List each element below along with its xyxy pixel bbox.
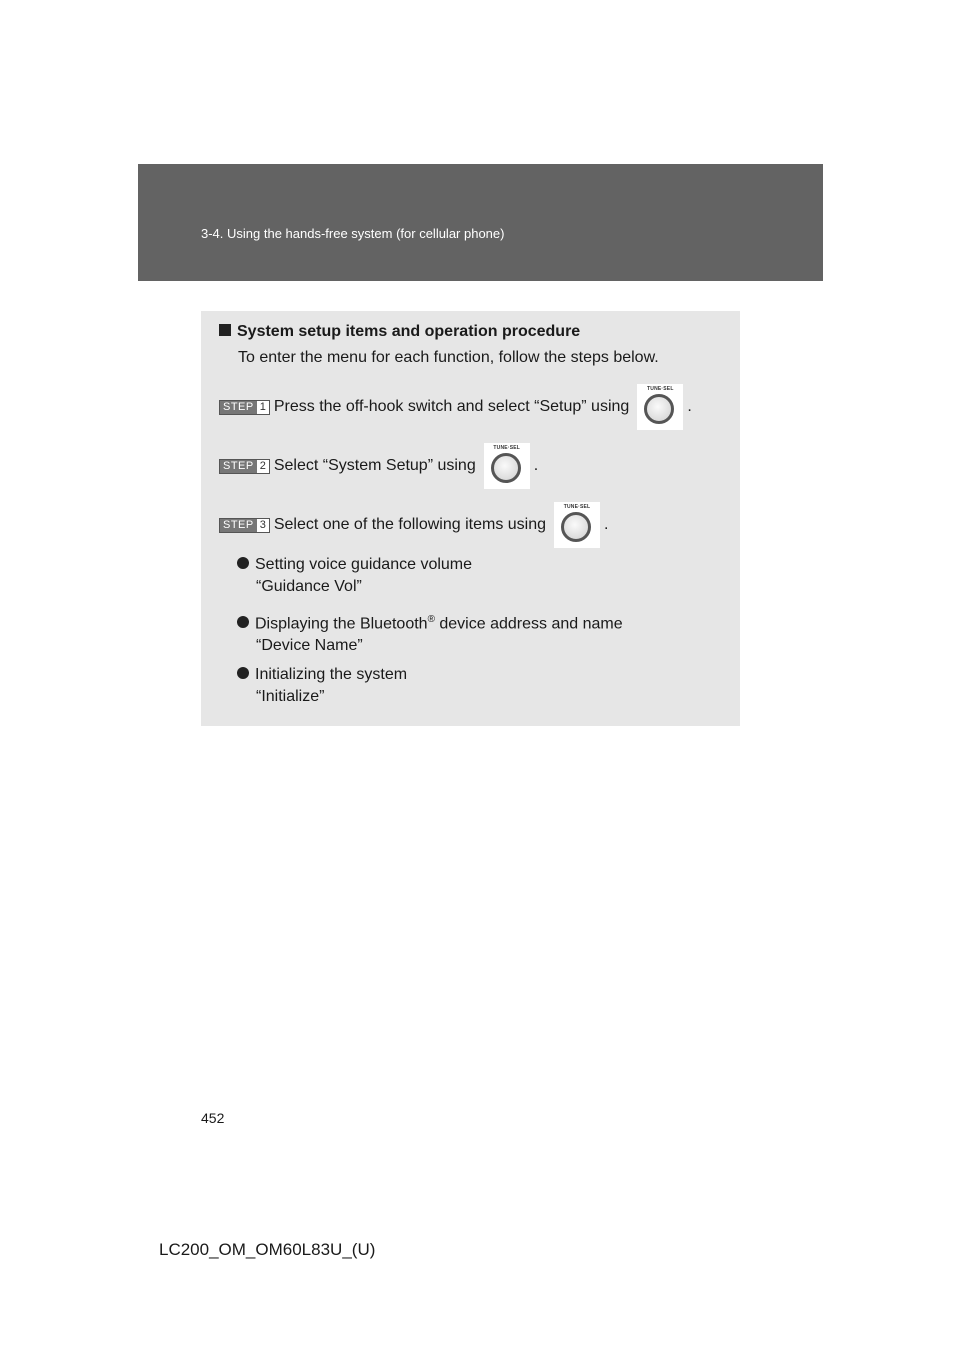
section-header-bar: [138, 164, 823, 281]
tune-sel-knob-icon: TUNE·SEL: [484, 443, 530, 489]
step-2: STEP 2 Select “System Setup” using TUNE·SEL .: [219, 443, 538, 489]
step-text: Press the off-hook switch and select “Setup” using: [273, 398, 630, 415]
bullet-dot-icon: [237, 616, 249, 628]
list-item: Initializing the system “Initialize”: [237, 664, 407, 708]
step-3: STEP 3 Select one of the following items using TUNE·SEL .: [219, 502, 608, 548]
square-bullet-icon: [219, 324, 231, 336]
page-number: 452: [201, 1110, 225, 1126]
step-text: Select “System Setup” using: [273, 457, 476, 474]
step-1: STEP 1 Press the off-hook switch and select “Setup” using TUNE·SEL .: [219, 384, 692, 430]
list-item: Setting voice guidance volume “Guidance Vol”: [237, 554, 472, 598]
step-badge: STEP 2: [219, 459, 270, 474]
step-badge: STEP 3: [219, 518, 270, 533]
step-text: Select one of the following items using: [273, 516, 547, 533]
tune-sel-knob-icon: TUNE·SEL: [637, 384, 683, 430]
info-panel: [201, 311, 740, 726]
bullet-dot-icon: [237, 557, 249, 569]
document-code: LC200_OM_OM60L83U_(U): [159, 1240, 376, 1259]
step-badge: STEP 1: [219, 400, 270, 415]
tune-sel-knob-icon: TUNE·SEL: [554, 502, 600, 548]
bullet-dot-icon: [237, 667, 249, 679]
section-title: 3-4. Using the hands-free system (for cellular phone): [201, 226, 505, 241]
panel-heading: System setup items and operation procedure: [219, 323, 580, 341]
list-item: Displaying the Bluetooth® device address and name “Device Name”: [237, 609, 623, 657]
intro-text: To enter the menu for each function, follow the steps below.: [238, 349, 659, 366]
